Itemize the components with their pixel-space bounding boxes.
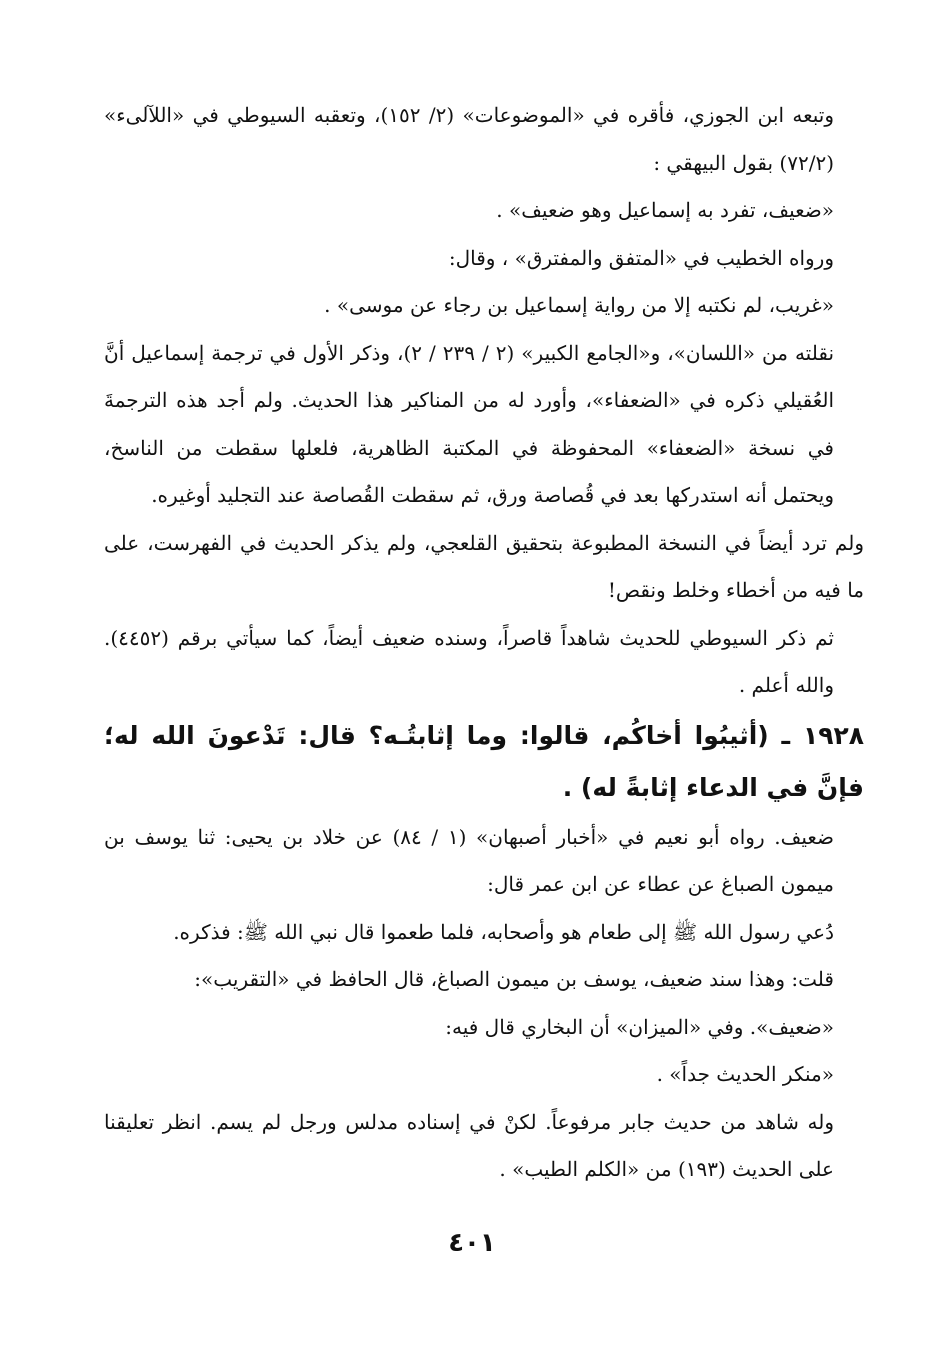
hadith-heading: ١٩٢٨ ـ (أثيبُوا أخاكُم، قالوا: وما إثابتُـه؟ قال: تَدْعونَ الله له؛ فإنَّ في الدعاء إثابةً له) . [104,720,864,802]
page-body [104,92,864,1194]
paragraph: ضعيف. رواه أبو نعيم في «أخبار أصبهان» (١ / ٨٤) عن خلاد بن يحيى: ثنا يوسف بن ميمون الصباغ عن عطاء عن ابن عمر قال: [104,824,834,896]
paragraph: ولم ترد أيضاً في النسخة المطبوعة بتحقيق القلعجي، ولم يذكر الحديث في الفهرست، على ما فيه من أخطاء وخلط ونقص! [104,530,864,602]
paragraph: «غريب، لم نكتبه إلا من رواية إسماعيل بن رجاء عن موسى» . [324,293,834,317]
paragraph: دُعي رسول الله ﷺ إلى طعام هو وأصحابه، فلما طعموا قال نبي الله ﷺ: فذكره. [173,919,834,944]
paragraph: وتبعه ابن الجوزي، فأقره في «الموضوعات» (٢/ ١٥٢)، وتعقبه السيوطي في «اللآلىء» (٧٢/٢) بقول البيهقي : [104,103,834,175]
paragraph: ثم ذكر السيوطي للحديث شاهداً قاصراً، وسنده ضعيف أيضاً، كما سيأتي برقم (٤٤٥٢). والله أعلم . [104,625,834,697]
paragraph: نقلته من «اللسان»، و«الجامع الكبير» (٢ / ٢٣٩ / ٢)، وذكر الأول في ترجمة إسماعيل أنَّ العُقيلي ذكره في «الضعفاء»، وأورد له من المناكير هذا الحديث. ولم أجد هذه الترجمةَ في نسخة «الضعفاء» المحفوظة في المكتبة الظاهرية، فلعلها سقطت من الناسخ، ويحتمل أنه استدركها بعد في قُصاصة ورق، ثم سقطت القُصاصة عند التجليد أوغيره. [104,340,835,507]
paragraph: قلت: وهذا سند ضعيف، يوسف بن ميمون الصباغ، قال الحافظ في «التقريب»: [194,967,834,991]
page-number: ٤٠١ [448,1228,496,1258]
paragraph: وله شاهد من حديث جابر مرفوعاً. لكنْ في إسناده مدلس ورجل لم يسم. انظر تعليقنا على الحديث (١٩٣) من «الكلم الطيب» . [104,1109,834,1181]
paragraph: «ضعيف، تفرد به إسماعيل وهو ضعيف» . [496,198,834,222]
paragraph: ورواه الخطيب في «المتفق والمفترق» ، وقال: [448,245,834,270]
paragraph: «منكر الحديث جداً» . [656,1062,834,1086]
paragraph: «ضعيف». وفي «الميزان» أن البخاري قال فيه: [445,1014,834,1039]
